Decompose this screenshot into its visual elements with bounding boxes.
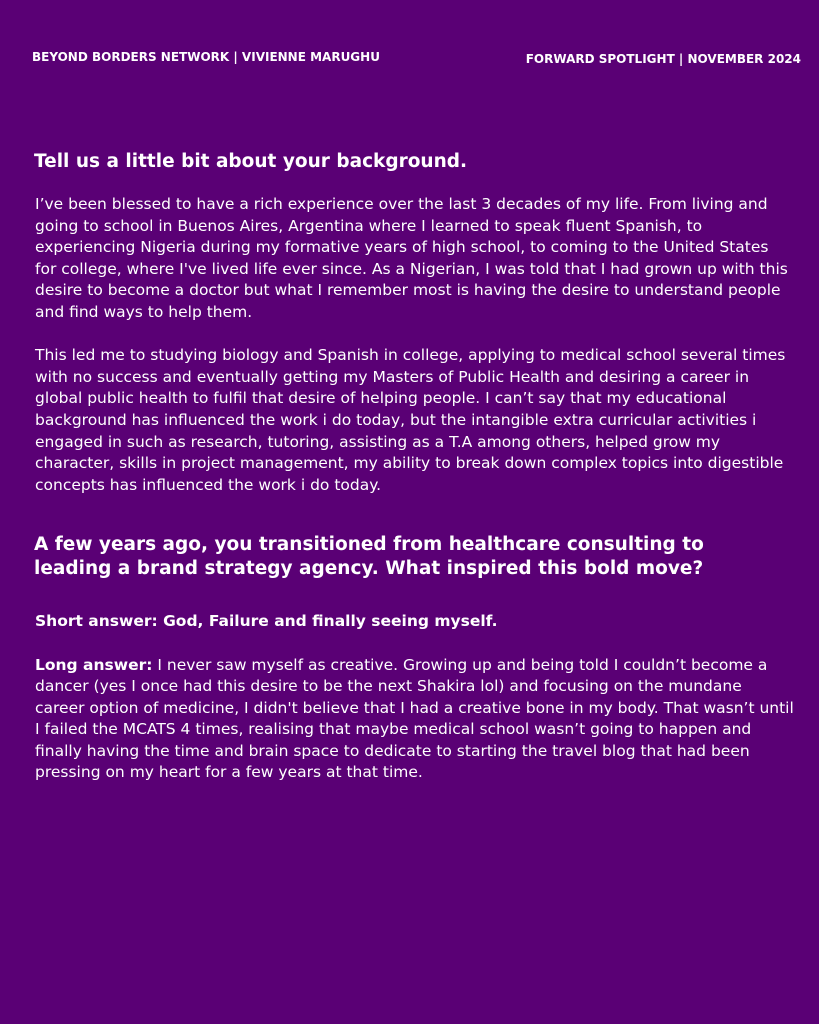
header-publication: BEYOND BORDERS NETWORK | VIVIENNE MARUGHU bbox=[32, 50, 380, 64]
long-answer-text: I never saw myself as creative. Growing up and being told I couldn’t become a dancer (yes I once had this desire to be the next Shakira lol) and focusing on the mundane career option of medicine, I didn't believe that I had a creative bone in my body. That wasn’t until I failed the MCATS 4 times, realising that maybe medical school wasn’t going to happen and finally having the time and brain space to dedicate to starting the travel blog that had been pressing on my heart for a few years at that time. bbox=[35, 655, 794, 782]
short-answer: Short answer: God, Failure and finally seeing myself. bbox=[35, 612, 498, 631]
header-issue: FORWARD SPOTLIGHT | NOVEMBER 2024 bbox=[525, 52, 801, 66]
long-answer-label: Long answer: bbox=[35, 655, 153, 674]
long-answer bbox=[34, 655, 794, 785]
answer-paragraph-2: This led me to studying biology and Spanish in college, applying to medical school several times with no success and eventually getting my Masters of Public Health and desiring a career in global public health to fulfil that desire of helping people. I can’t say that my educational background has influenced the work i do today, but the intangible extra curricular activities i engaged in such as research, tutoring, assisting as a T.A among others, helped grow my character, skills in project management, my ability to break down complex topics into digestible concepts has influenced the work i do today. bbox=[35, 346, 786, 494]
question-transition: A few years ago, you transitioned from healthcare consulting to leading a brand strategy agency. What inspired this bold move? bbox=[34, 534, 704, 580]
answer-paragraph-1: I’ve been blessed to have a rich experience over the last 3 decades of my life. From living and going to school in Buenos Aires, Argentina where I learned to speak fluent Spanish, to experiencing Nigeria during my formative years of high school, to coming to the United States for college, where I've lived life ever since. As a Nigerian, I was told that I had grown up with this desire to become a doctor but what I remember most is having the desire to understand people and find ways to help them. bbox=[35, 195, 788, 321]
article-body bbox=[34, 150, 794, 784]
paragraph-gap bbox=[34, 633, 794, 655]
question-background: Tell us a little bit about your background. bbox=[34, 151, 468, 172]
paragraph-gap bbox=[34, 324, 794, 346]
